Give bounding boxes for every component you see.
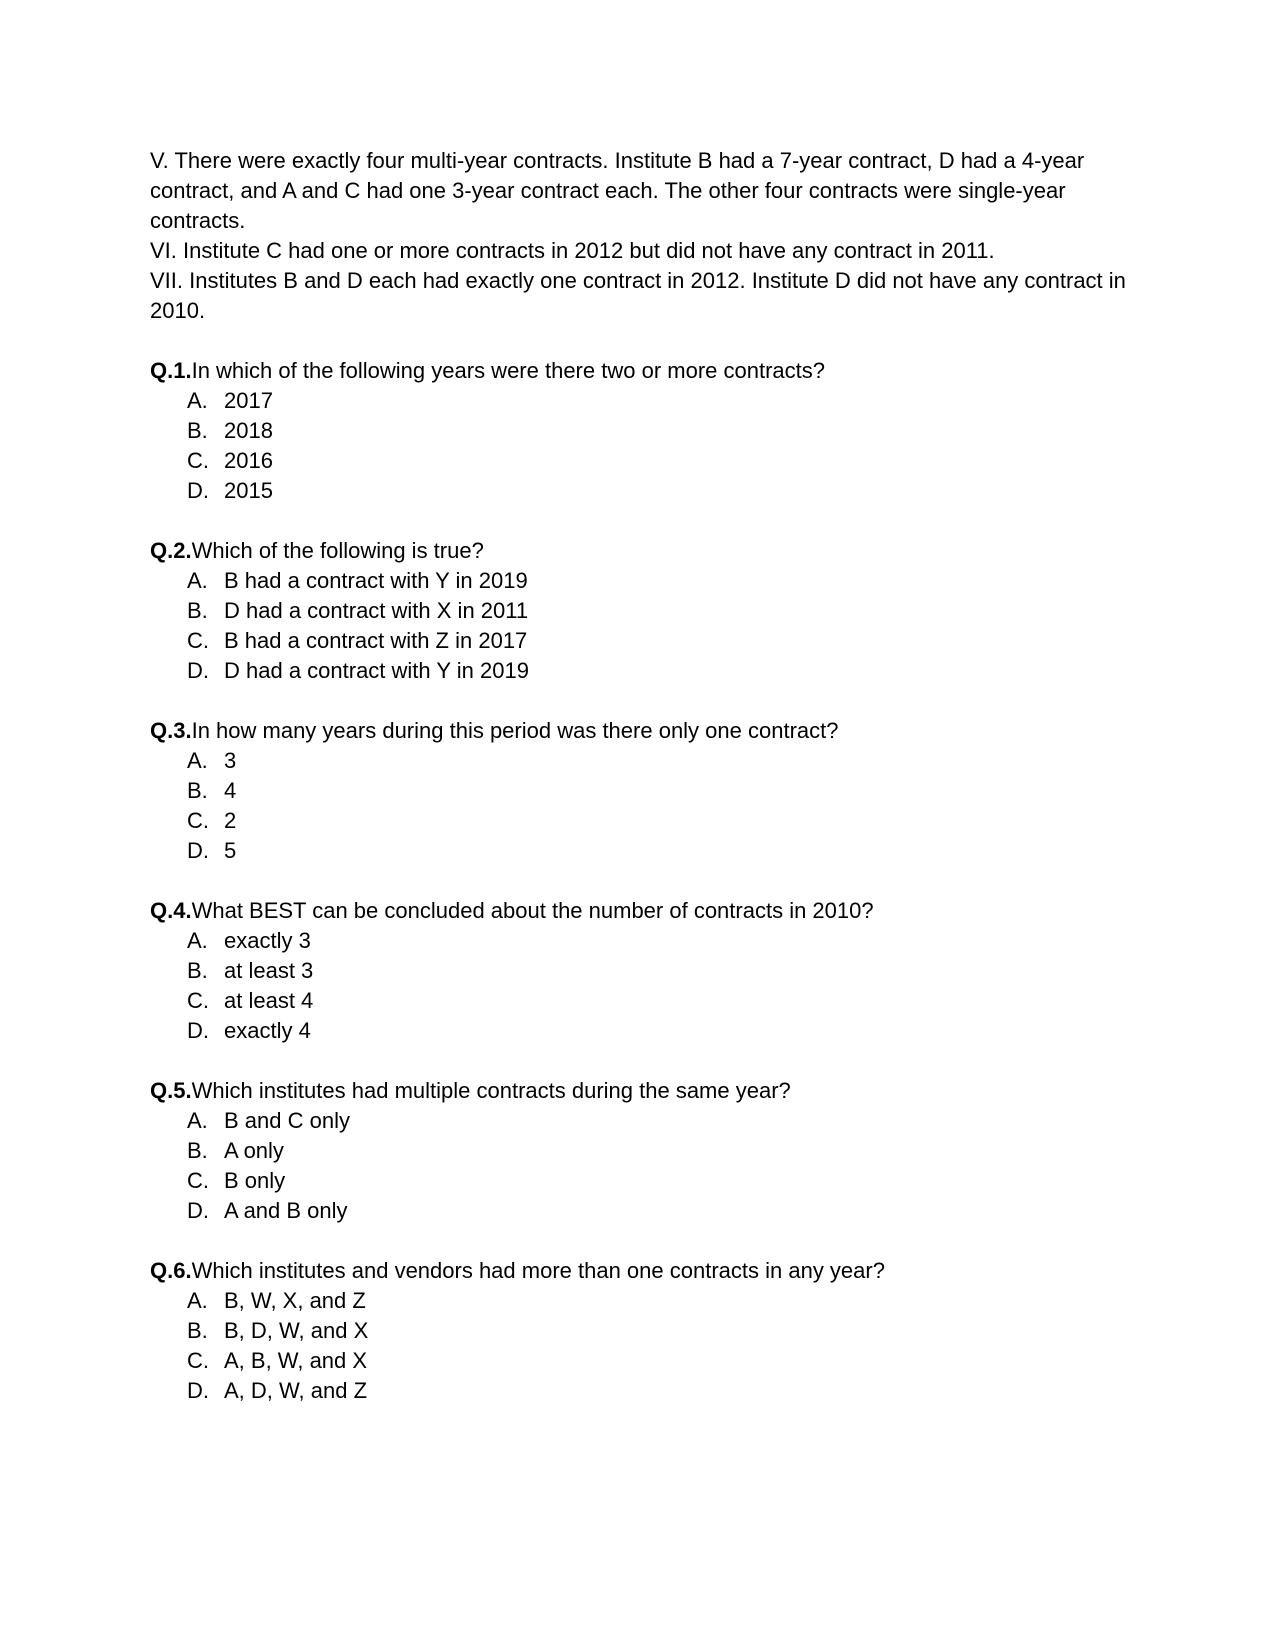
question-number: Q.4.: [150, 898, 192, 923]
option-text: 4: [224, 778, 237, 803]
option-c: [150, 626, 1130, 656]
option-text: B only: [224, 1168, 286, 1193]
option-text: B had a contract with Z in 2017: [224, 628, 528, 653]
question-number: Q.5.: [150, 1078, 192, 1103]
question-text: What BEST can be concluded about the number of contracts in 2010?: [191, 898, 874, 923]
option-letter: A.: [187, 748, 208, 773]
option-letter: B.: [187, 1318, 208, 1343]
question-stem: [150, 1076, 1130, 1106]
option-d: [150, 476, 1130, 506]
option-text: B, D, W, and X: [224, 1318, 369, 1343]
option-letter: C.: [187, 988, 209, 1013]
option-list: [150, 386, 1130, 506]
option-text: at least 4: [224, 988, 314, 1013]
option-b: [150, 1316, 1130, 1346]
option-letter: B.: [187, 778, 208, 803]
option-letter: A.: [187, 388, 208, 413]
question-number: Q.6.: [150, 1258, 192, 1283]
option-c: [150, 986, 1130, 1016]
option-text: D had a contract with Y in 2019: [224, 658, 529, 683]
option-list: [150, 1106, 1130, 1226]
option-letter: A.: [187, 928, 208, 953]
question-6: [150, 1256, 1130, 1406]
option-letter: D.: [187, 478, 209, 503]
option-b: [150, 1136, 1130, 1166]
option-text: 2016: [224, 448, 273, 473]
condition-vii: VII. Institutes B and D each had exactly one contract in 2012. Institute D did not have any contract in 2010.: [150, 268, 1126, 323]
question-3: [150, 716, 1130, 866]
option-text: A, B, W, and X: [224, 1348, 368, 1373]
option-text: 5: [224, 838, 237, 863]
question-number: Q.1.: [150, 358, 192, 383]
option-text: B, W, X, and Z: [224, 1288, 366, 1313]
option-letter: C.: [187, 1168, 209, 1193]
option-a: [150, 746, 1130, 776]
option-a: [150, 926, 1130, 956]
condition-v: V. There were exactly four multi-year contracts. Institute B had a 7-year contract, D had a 4-year contract, and A and C had one 3-year contract each. The other four contracts were single-year contracts.: [150, 148, 1085, 233]
option-letter: D.: [187, 838, 209, 863]
option-text: A, D, W, and Z: [224, 1378, 368, 1403]
condition-vi: VI. Institute C had one or more contracts in 2012 but did not have any contract in 2011.: [150, 238, 995, 263]
option-c: [150, 806, 1130, 836]
option-b: [150, 776, 1130, 806]
option-letter: A.: [187, 1288, 208, 1313]
option-text: A only: [224, 1138, 284, 1163]
option-c: [150, 1166, 1130, 1196]
conditions-section: [150, 146, 1130, 326]
option-letter: D.: [187, 1018, 209, 1043]
option-list: [150, 1286, 1130, 1406]
option-d: [150, 836, 1130, 866]
option-a: [150, 386, 1130, 416]
option-d: [150, 656, 1130, 686]
question-2: [150, 536, 1130, 686]
option-list: [150, 926, 1130, 1046]
option-text: 2: [224, 808, 237, 833]
option-c: [150, 446, 1130, 476]
question-stem: [150, 356, 1130, 386]
option-text: exactly 3: [224, 928, 311, 953]
question-number: Q.2.: [150, 538, 192, 563]
option-a: [150, 1286, 1130, 1316]
option-list: [150, 746, 1130, 866]
question-text: Which of the following is true?: [191, 538, 484, 563]
question-1: [150, 356, 1130, 506]
option-letter: B.: [187, 418, 208, 443]
option-b: [150, 956, 1130, 986]
question-stem: [150, 536, 1130, 566]
option-d: [150, 1016, 1130, 1046]
option-text: D had a contract with X in 2011: [224, 598, 529, 623]
option-list: [150, 566, 1130, 686]
option-d: [150, 1196, 1130, 1226]
option-b: [150, 596, 1130, 626]
question-text: In which of the following years were there two or more contracts?: [191, 358, 825, 383]
option-letter: C.: [187, 628, 209, 653]
option-text: 2018: [224, 418, 273, 443]
question-stem: [150, 716, 1130, 746]
option-letter: A.: [187, 568, 208, 593]
option-letter: D.: [187, 1378, 209, 1403]
option-letter: C.: [187, 1348, 209, 1373]
option-text: B had a contract with Y in 2019: [224, 568, 528, 593]
question-5: [150, 1076, 1130, 1226]
option-text: 2017: [224, 388, 273, 413]
question-text: In how many years during this period was there only one contract?: [191, 718, 839, 743]
option-letter: D.: [187, 658, 209, 683]
option-letter: B.: [187, 1138, 208, 1163]
option-letter: A.: [187, 1108, 208, 1133]
option-letter: B.: [187, 598, 208, 623]
question-text: Which institutes had multiple contracts during the same year?: [191, 1078, 791, 1103]
option-text: B and C only: [224, 1108, 350, 1133]
option-text: A and B only: [224, 1198, 348, 1223]
option-letter: C.: [187, 808, 209, 833]
question-text: Which institutes and vendors had more than one contracts in any year?: [191, 1258, 885, 1283]
question-stem: [150, 896, 1130, 926]
option-letter: B.: [187, 958, 208, 983]
question-4: [150, 896, 1130, 1046]
option-a: [150, 566, 1130, 596]
option-c: [150, 1346, 1130, 1376]
option-text: 2015: [224, 478, 273, 503]
question-number: Q.3.: [150, 718, 192, 743]
option-d: [150, 1376, 1130, 1406]
question-stem: [150, 1256, 1130, 1286]
option-text: at least 3: [224, 958, 314, 983]
option-letter: C.: [187, 448, 209, 473]
option-text: exactly 4: [224, 1018, 311, 1043]
option-letter: D.: [187, 1198, 209, 1223]
document-page: [150, 146, 1130, 1406]
option-b: [150, 416, 1130, 446]
option-a: [150, 1106, 1130, 1136]
option-text: 3: [224, 748, 237, 773]
